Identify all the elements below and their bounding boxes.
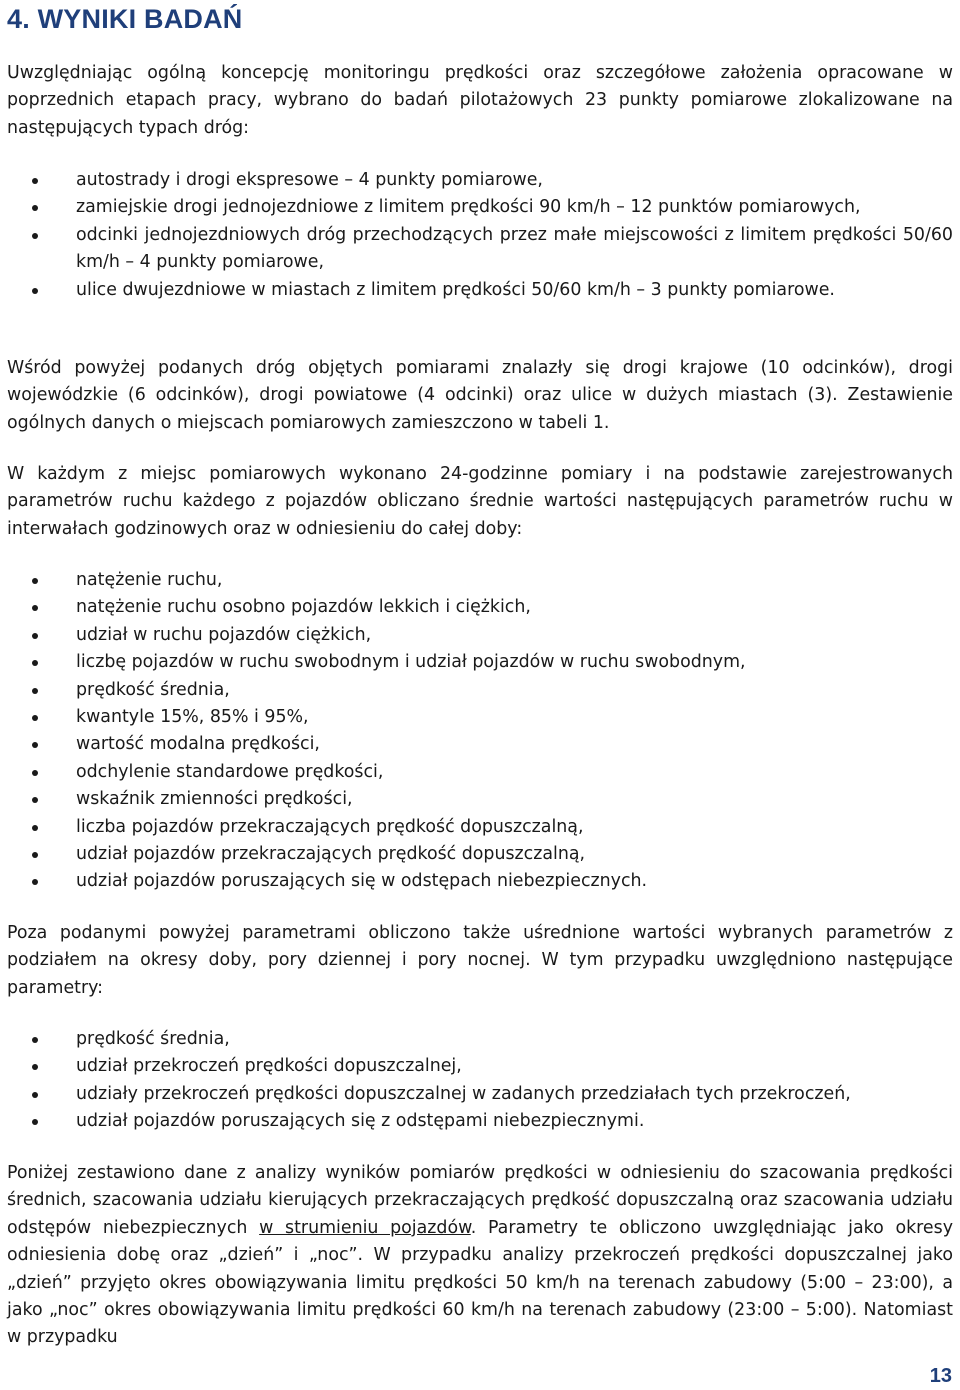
- parameter-item: liczbę pojazdów w ruchu swobodnym i udział pojazdów w ruchu swobodnym,: [7, 649, 953, 676]
- averaged-parameter-item: udział przekroczeń prędkości dopuszczalnej,: [7, 1053, 953, 1080]
- section-heading: 4. WYNIKI BADAŃ: [7, 4, 243, 34]
- analysis-text-after: . Parametry te obliczono uwzględniając jako okresy odniesienia dobę oraz „dzień” i „noc”. W przypadku analizy przekroczeń prędkości dopuszczalnej jako „dzień” przyjęto okres obowiązywania limitu prędkości 50 km/h na terenach zabudowy (5:00 – 23:00), a jako „noc” okres obowiązywania limitu prędkości 60 km/h na terenach zabudowy (23:00 – 5:00). Natomiast w przypadku: [7, 1217, 953, 1348]
- parameter-item: natężenie ruchu,: [7, 567, 953, 594]
- intro-paragraph-block: [7, 60, 953, 142]
- road-types-list: [7, 167, 953, 304]
- averaged-parameter-item: udział pojazdów poruszających się z odstępami niebezpiecznymi.: [7, 1108, 953, 1135]
- parameter-item: natężenie ruchu osobno pojazdów lekkich i ciężkich,: [7, 594, 953, 621]
- road-types-block: [7, 167, 953, 304]
- parameter-item: kwantyle 15%, 85% i 95%,: [7, 704, 953, 731]
- underlined-phrase: w strumieniu pojazdów: [259, 1217, 471, 1238]
- roads-summary-block: [7, 355, 953, 437]
- parameter-item: udział pojazdów poruszających się w odstępach niebezpiecznych.: [7, 868, 953, 895]
- road-type-item: odcinki jednojezdniowych dróg przechodzących przez małe miejscowości z limitem prędkości 50/60 km/h – 4 punkty pomiarowe,: [7, 222, 953, 277]
- roads-summary-paragraph: Wśród powyżej podanych dróg objętych pomiarami znalazły się drogi krajowe (10 odcinków), drogi wojewódzkie (6 odcinków), drogi powiatowe (4 odcinki) oraz ulice w dużych miastach (3). Zestawienie ogólnych danych o miejscach pomiarowych zamieszczono w tabeli 1.: [7, 358, 953, 433]
- page-number: 13: [929, 1365, 952, 1387]
- parameter-item: odchylenie standardowe prędkości,: [7, 759, 953, 786]
- parameter-item: wskaźnik zmienności prędkości,: [7, 786, 953, 813]
- analysis-text-before: Poniżej zestawiono dane z analizy wyników pomiarów prędkości w odniesieniu do szacowania prędkości średnich, szacowania udziału kierujących przekraczających prędkość dopuszczalną oraz szacowania udziału odstępów niebezpiecznych: [7, 1163, 953, 1238]
- parameter-item: udział w ruchu pojazdów ciężkich,: [7, 622, 953, 649]
- parameter-item: prędkość średnia,: [7, 677, 953, 704]
- road-type-item: zamiejskie drogi jednojezdniowe z limitem prędkości 90 km/h – 12 punktów pomiarowych,: [7, 194, 953, 221]
- averaged-parameter-item: udziały przekroczeń prędkości dopuszczalnej w zadanych przedziałach tych przekroczeń,: [7, 1081, 953, 1108]
- averaged-intro-paragraph: Poza podanymi powyżej parametrami obliczono także uśrednione wartości wybranych parametrów z podziałem na okresy doby, pory dziennej i pory nocnej. W tym przypadku uwzględniono następujące parametry:: [7, 923, 953, 998]
- analysis-paragraph: [7, 1160, 953, 1352]
- parameters-list: [7, 567, 953, 896]
- analysis-block: [7, 1160, 953, 1352]
- road-type-item: autostrady i drogi ekspresowe – 4 punkty pomiarowe,: [7, 167, 953, 194]
- averaged-parameter-item: prędkość średnia,: [7, 1026, 953, 1053]
- methodology-paragraph: W każdym z miejsc pomiarowych wykonano 24-godzinne pomiary i na podstawie zarejestrowanych parametrów ruchu każdego z pojazdów obliczano średnie wartości następujących parametrów ruchu w interwałach godzinowych oraz w odniesieniu do całej doby:: [7, 464, 953, 539]
- parameter-item: liczba pojazdów przekraczających prędkość dopuszczalną,: [7, 814, 953, 841]
- road-type-item: ulice dwujezdniowe w miastach z limitem prędkości 50/60 km/h – 3 punkty pomiarowe.: [7, 277, 953, 304]
- methodology-block: [7, 461, 953, 543]
- averaged-parameters-list: [7, 1026, 953, 1136]
- averaged-parameters-block: [7, 1026, 953, 1136]
- parameter-item: wartość modalna prędkości,: [7, 731, 953, 758]
- averaged-intro-block: [7, 920, 953, 1002]
- intro-paragraph: Uwzględniając ogólną koncepcję monitoringu prędkości oraz szczegółowe założenia opracowane w poprzednich etapach pracy, wybrano do badań pilotażowych 23 punkty pomiarowe zlokalizowane na następujących typach dróg:: [7, 63, 953, 138]
- parameters-block: [7, 567, 953, 896]
- parameter-item: udział pojazdów przekraczających prędkość dopuszczalną,: [7, 841, 953, 868]
